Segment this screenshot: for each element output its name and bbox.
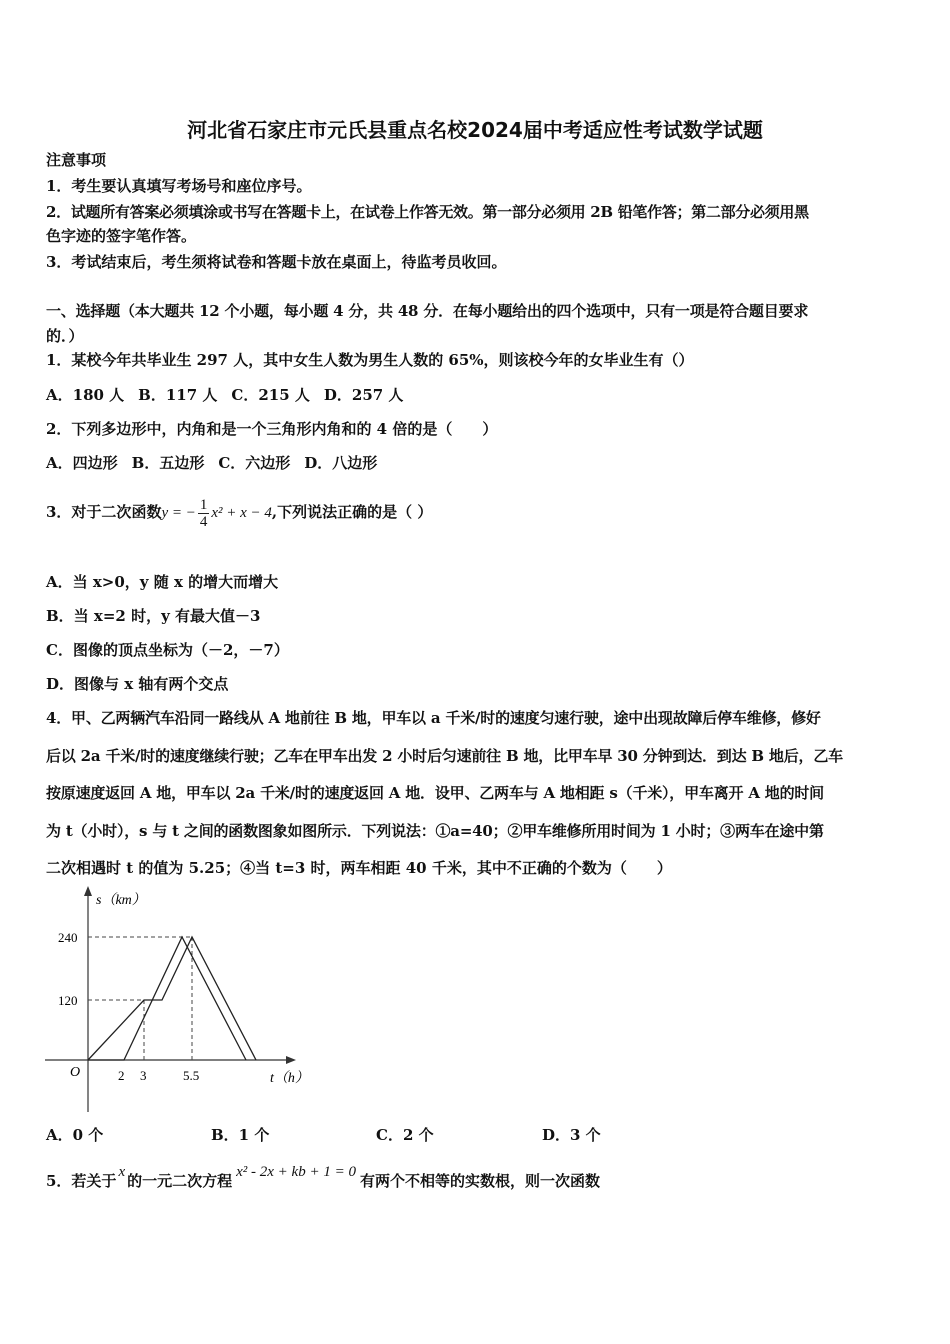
fraction-denominator: 4 [199, 514, 208, 531]
distance-time-graph [40, 880, 340, 1120]
question-5-mid: 的一元二次方程 [127, 1172, 233, 1190]
formula-lhs: y = − [161, 505, 196, 521]
question-4-line: 4．甲、乙两辆汽车沿同一路线从 A 地前往 B 地，甲车以 a 千米/时的速度匀速行驶，途中出现故障后停车维修，修好 [46, 709, 821, 727]
notice-item: 3．考试结束后，考生须将试卷和答题卡放在桌面上，待监考员收回。 [46, 253, 507, 271]
option-d[interactable]: D．图像与 x 轴有两个交点 [46, 675, 229, 693]
y-tick-240: 240 [58, 930, 78, 945]
question-3-prefix: 3．对于二次函数 [46, 503, 162, 521]
option-b[interactable]: B．五边形 [131, 454, 205, 472]
option-a[interactable]: A．四边形 [46, 454, 118, 472]
notice-item: 2．试题所有答案必须填涂或书写在答题卡上，在试卷上作答无效。第一部分必须用 2B 铅笔作答；第二部分必须用黑 [46, 203, 809, 221]
option-c[interactable]: C．215 人 [231, 386, 310, 404]
question-4-line: 为 t（小时），s 与 t 之间的函数图象如图所示．下列说法：①a=40；②甲车维修所用时间为 1 小时；③两车在途中第 [46, 822, 824, 840]
question-2-options [46, 453, 391, 473]
question-5-prefix: 5．若关于 [46, 1172, 117, 1190]
option-a[interactable]: A．180 人 [46, 386, 125, 404]
notice-heading: 注意事项 [46, 151, 107, 169]
section-heading-cont: 的．） [46, 327, 84, 345]
x-tick-2: 2 [118, 1068, 125, 1083]
option-d[interactable]: D．3 个 [542, 1126, 601, 1144]
function-formula [161, 497, 272, 531]
question-1-options [46, 385, 417, 405]
section-heading: 一、选择题（本大题共 12 个小题，每小题 4 分，共 48 分．在每小题给出的四个选项中，只有一项是符合题目要求 [46, 302, 809, 320]
y-axis-label: s（km） [96, 893, 146, 908]
fraction [198, 497, 210, 530]
question-3-stem [46, 494, 432, 531]
origin-label: O [70, 1065, 81, 1080]
variable-x: x [118, 1164, 126, 1180]
question-5-stem [46, 1163, 600, 1200]
question-5-suffix: 有两个不相等的实数根，则一次函数 [359, 1172, 600, 1190]
car-yi-line [88, 937, 246, 1060]
question-4-line: 按原速度返回 A 地，甲车以 2a 千米/时的速度返回 A 地．设甲、乙两车与 A 地相距 s（千米），甲车离开 A 地的时间 [46, 784, 824, 802]
option-d[interactable]: D．八边形 [304, 454, 378, 472]
option-b[interactable]: B．117 人 [138, 386, 218, 404]
question-4-line: 二次相遇时 t 的值为 5.25；④当 t=3 时，两车相距 40 千米，其中不正确的个数为（ ） [46, 859, 672, 877]
y-tick-120: 120 [58, 993, 78, 1008]
y-axis-arrow [84, 886, 92, 896]
option-b[interactable]: B．当 x=2 时，y 有最大值－3 [46, 607, 261, 625]
x-axis-arrow [286, 1056, 296, 1064]
page-title: 河北省石家庄市元氏县重点名校2024届中考适应性考试数学试题 [187, 118, 763, 142]
question-3-suffix: ,下列说法正确的是（ ） [271, 503, 433, 521]
option-a[interactable]: A．0 个 [46, 1126, 104, 1144]
question-4-line: 后以 2a 千米/时的速度继续行驶；乙车在甲车出发 2 小时后匀速前往 B 地，比甲车早 30 分钟到达．到达 B 地后，乙车 [46, 747, 843, 765]
option-c[interactable]: C．2 个 [376, 1126, 434, 1144]
fraction-numerator: 1 [199, 497, 208, 514]
option-c[interactable]: C．六边形 [218, 454, 291, 472]
formula-rest: x² + x − 4 [211, 505, 272, 521]
x-tick-5.5: 5.5 [183, 1068, 200, 1083]
x-tick-3: 3 [140, 1068, 147, 1083]
option-b[interactable]: B．1 个 [211, 1126, 270, 1144]
option-d[interactable]: D．257 人 [323, 386, 404, 404]
notice-item: 1．考生要认真填写考场号和座位序号。 [46, 177, 312, 195]
option-a[interactable]: A．当 x>0，y 随 x 的增大而增大 [46, 573, 279, 591]
question-2-stem: 2．下列多边形中，内角和是一个三角形内角和的 4 倍的是（ ） [46, 420, 498, 438]
notice-item: 色字迹的签字笔作答。 [46, 227, 197, 245]
x-axis-label: t（h） [270, 1071, 309, 1086]
equation: x² - 2x + kb + 1 = 0 [236, 1164, 356, 1180]
question-1-stem: 1．某校今年共毕业生 297 人，其中女生人数为男生人数的 65%，则该校今年的女毕业生有（） [46, 351, 694, 369]
option-c[interactable]: C．图像的顶点坐标为（－2，－7） [46, 641, 289, 659]
car-jia-line [88, 937, 256, 1060]
